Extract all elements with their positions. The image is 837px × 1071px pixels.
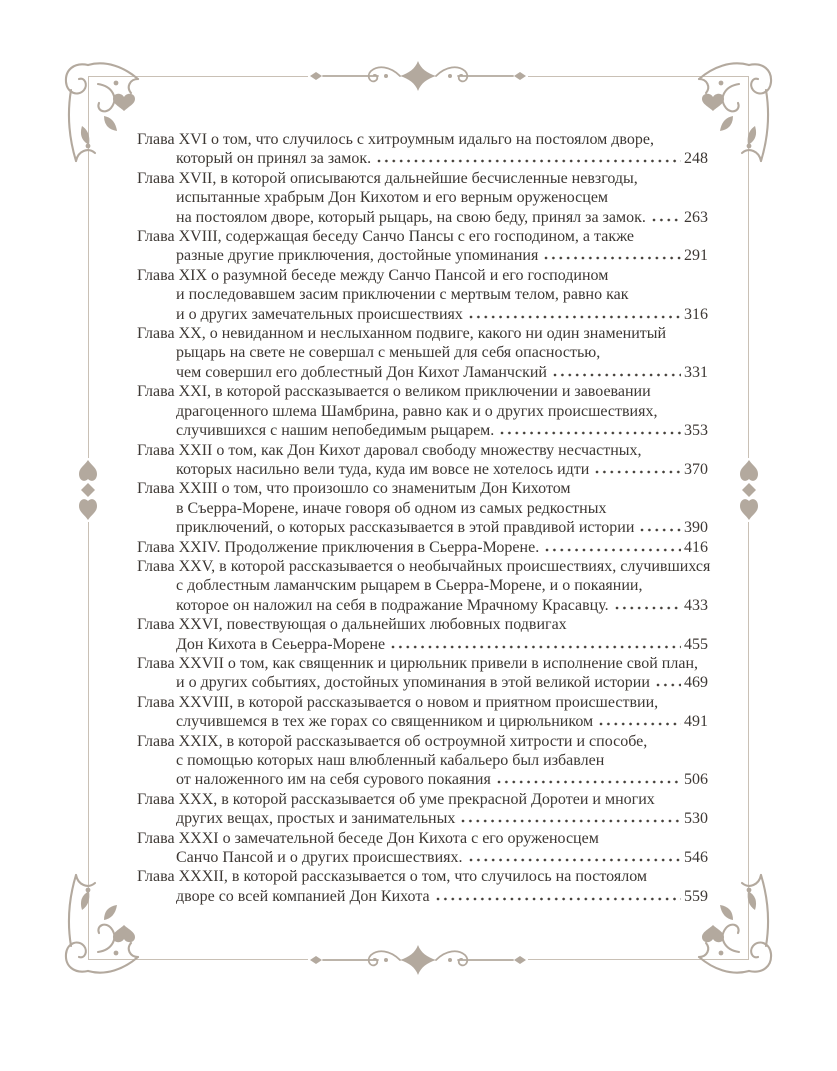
- chapter-title-text: Глава XXIV. Продолжение приключения в Сьерра-Морене.: [137, 538, 540, 556]
- chapter-title-text: разные другие приключения, достойные упоминания: [176, 247, 539, 265]
- corner-flourish-top-left-icon: [58, 56, 142, 168]
- toc-entry: [137, 266, 708, 324]
- chapter-title-text: Глава XVI о том, что случилось с хитроумным идальго на постоялом дворе,: [137, 131, 654, 148]
- page-number: 390: [684, 519, 708, 537]
- toc-entry: [137, 615, 708, 654]
- chapter-title-line: [137, 324, 708, 343]
- chapter-title-text: Глава XVIII, содержащая беседу Санчо Пансы с его господином, а также: [137, 228, 635, 246]
- chapter-title-text: Глава XXV, в которой рассказывается о необычайных происшествиях, случившихся: [137, 557, 711, 575]
- chapter-title-text: Глава XXXII, в которой рассказывается о том, что случилось на постоялом: [137, 868, 648, 886]
- chapter-title-line: [137, 305, 708, 324]
- chapter-title-line: [137, 596, 708, 615]
- chapter-title-line: [137, 809, 708, 828]
- chapter-title-text: дворе со всей компанией Дон Кихота: [176, 887, 430, 905]
- chapter-title-line: [137, 382, 708, 401]
- chapter-title-line: [137, 790, 708, 809]
- toc-entry: [137, 227, 708, 266]
- chapter-title-text: Глава XXI, в которой рассказывается о великом приключении и завоевании: [137, 383, 651, 401]
- dot-leader: [469, 858, 682, 862]
- chapter-title-line: [137, 499, 708, 518]
- page-number: 506: [684, 771, 708, 789]
- chapter-title-line: [137, 829, 708, 848]
- toc-entry: [137, 169, 708, 227]
- dot-leader: [391, 645, 681, 649]
- chapter-title-line: [137, 421, 708, 440]
- toc-entry: [137, 441, 708, 480]
- toc-entry: [137, 130, 708, 169]
- chapter-title-text: случившемся в тех же горах со священником и цирюльником: [176, 713, 594, 731]
- chapter-title-text: в Съерра-Морене, иначе говоря об одном из самых редкостных: [176, 499, 607, 517]
- chapter-title-line: [137, 402, 708, 421]
- page-number: 530: [684, 810, 708, 828]
- chapter-title-line: [137, 208, 708, 227]
- dot-leader: [436, 897, 681, 901]
- page-number: 416: [684, 538, 708, 556]
- chapter-title-text: и о других событиях, достойных упоминания в этой великой истории: [176, 674, 650, 692]
- toc-entry: [137, 538, 708, 557]
- chapter-title-line: [137, 460, 708, 479]
- chapter-title-text: Глава XXVII о том, как священник и цирюльник привели в исполнение свой план,: [137, 654, 699, 672]
- toc-entry: [137, 732, 708, 790]
- toc-entry: [137, 324, 708, 382]
- left-side-medallion-icon: [73, 458, 103, 522]
- bottom-center-divider-icon: [308, 943, 528, 977]
- chapter-title-text: которое он наложил на себя в подражание Мрачному Красавцу.: [176, 596, 609, 614]
- chapter-title-text: Глава XIX о разумной беседе между Санчо Пансой и его господином: [137, 266, 609, 284]
- chapter-title-line: [137, 712, 708, 731]
- chapter-title-line: [137, 751, 708, 770]
- page-number: 263: [684, 208, 708, 226]
- chapter-title-text: от наложенного им на себя сурового покаяния: [176, 771, 491, 789]
- toc-list: [137, 130, 711, 906]
- chapter-title-text: с помощью которых наш влюбленный кабальеро был избавлен: [176, 752, 605, 769]
- chapter-title-line: [137, 693, 708, 712]
- dot-leader: [553, 373, 681, 377]
- chapter-title-text: Глава XXX, в которой рассказывается об уме прекрасной Доротеи и многих: [137, 790, 655, 808]
- chapter-title-line: [137, 732, 708, 751]
- toc-entry: [137, 693, 708, 732]
- chapter-title-line: [137, 188, 708, 207]
- chapter-title-text: которых насильно вели туда, куда им вовсе не хотелось идти: [176, 460, 590, 478]
- chapter-title-text: драгоценного шлема Шамбрина, равно как и о других происшествиях,: [176, 402, 658, 420]
- chapter-title-text: Глава XXIII о том, что произошло со знаменитым Дон Кихотом: [137, 480, 571, 498]
- dot-leader: [656, 683, 681, 687]
- chapter-title-line: [137, 848, 708, 867]
- dot-leader: [545, 548, 681, 552]
- chapter-title-line: [137, 635, 708, 654]
- page-number: 546: [684, 849, 708, 867]
- chapter-title-line: [137, 770, 708, 789]
- chapter-title-text: других вещах, простых и занимательных: [176, 810, 456, 828]
- toc-entry: [137, 654, 708, 693]
- dot-leader: [500, 431, 681, 435]
- chapter-title-text: на постоялом дворе, который рыцарь, на свою беду, принял за замок.: [176, 208, 646, 226]
- dot-leader: [497, 780, 681, 784]
- chapter-title-line: [137, 654, 708, 673]
- chapter-title-line: [137, 887, 708, 906]
- chapter-title-line: [137, 130, 708, 149]
- chapter-title-text: чем совершил его доблестный Дон Кихот Ламанчский: [176, 363, 547, 381]
- dot-leader: [595, 470, 681, 474]
- page-number: 291: [684, 247, 708, 265]
- page-number: 248: [684, 150, 708, 168]
- dot-leader: [544, 256, 681, 260]
- chapter-title-line: [137, 538, 708, 557]
- page-number: 469: [684, 674, 708, 692]
- chapter-title-text: и о других замечательных происшествиях: [176, 305, 463, 323]
- page-number: 370: [684, 460, 708, 478]
- chapter-title-line: [137, 441, 708, 460]
- chapter-title-text: и последовавшем засим приключении с мертвым телом, равно как: [176, 286, 629, 304]
- chapter-title-text: Дон Кихота в Сеьерра-Морене: [176, 635, 386, 653]
- dot-leader: [469, 315, 681, 319]
- dot-leader: [615, 606, 681, 610]
- chapter-title-line: [137, 479, 708, 498]
- right-side-medallion-icon: [734, 458, 764, 522]
- chapter-title-text: Глава XXII о том, как Дон Кихот даровал свободу множеству несчастных,: [137, 441, 642, 459]
- dot-leader: [652, 218, 681, 222]
- chapter-title-line: [137, 363, 708, 382]
- chapter-title-text: Глава XXVIII, в которой рассказывается о новом и приятном происшествии,: [137, 693, 659, 711]
- chapter-title-text: испытанные храбрым Дон Кихотом и его верным оруженосцем: [176, 189, 609, 207]
- page-number: 559: [684, 887, 708, 905]
- dot-leader: [461, 819, 681, 823]
- toc-entry: [137, 479, 708, 537]
- toc-entry: [137, 790, 708, 829]
- chapter-title-text: Глава XXIX, в которой рассказывается об остроумной хитрости и способе,: [137, 732, 648, 750]
- chapter-title-line: [137, 169, 708, 188]
- chapter-title-line: [137, 673, 708, 692]
- chapter-title-text: Глава XX, о невиданном и неслыханном подвиге, какого ни один знаменитый: [137, 325, 667, 343]
- chapter-title-text: Глава XXXI о замечательной беседе Дон Кихота с его оруженосцем: [137, 829, 599, 847]
- dot-leader: [377, 159, 681, 163]
- chapter-title-line: [137, 518, 708, 537]
- page-number: 353: [684, 422, 708, 440]
- chapter-title-line: [137, 615, 708, 634]
- chapter-title-text: рыцарь на свете не совершал с меньшей для себя опасностью,: [176, 344, 601, 362]
- chapter-title-line: [137, 557, 711, 576]
- dot-leader: [599, 722, 681, 726]
- toc-entry: [137, 382, 708, 440]
- chapter-title-line: [137, 149, 708, 168]
- corner-flourish-bottom-left-icon: [58, 868, 142, 980]
- top-center-divider-icon: [308, 59, 528, 93]
- chapter-title-text: Санчо Пансой и о других происшествиях.: [176, 849, 463, 867]
- chapter-title-line: [137, 285, 708, 304]
- page-number: 491: [684, 713, 708, 731]
- chapter-title-line: [137, 246, 708, 265]
- toc-entry: [137, 867, 708, 906]
- chapter-title-text: Глава XVII, в которой описываются дальнейшие бесчисленные невзгоды,: [137, 169, 638, 187]
- chapter-title-line: [137, 343, 708, 362]
- chapter-title-text: случившихся с нашим непобедимым рыцарем.: [176, 422, 495, 440]
- chapter-title-text: Глава XXVI, повествующая о дальнейших любовных подвигах: [137, 616, 567, 634]
- chapter-title-line: [137, 266, 708, 285]
- chapter-title-text: приключений, о которых рассказывается в этой правдивой истории: [176, 519, 635, 537]
- chapter-title-text: с доблестным ламанчским рыцарем в Сьерра-Морене, и о покаянии,: [176, 577, 643, 595]
- toc-entry: [137, 557, 711, 615]
- page-number: 433: [684, 596, 708, 614]
- chapter-title-text: который он принял за замок.: [176, 150, 372, 168]
- toc-entry: [137, 829, 708, 868]
- chapter-title-line: [137, 867, 708, 886]
- page-number: 331: [684, 363, 708, 381]
- page-number: 455: [684, 635, 708, 653]
- chapter-title-line: [137, 227, 708, 246]
- page-number: 316: [684, 305, 708, 323]
- chapter-title-line: [137, 576, 708, 595]
- dot-leader: [640, 528, 681, 532]
